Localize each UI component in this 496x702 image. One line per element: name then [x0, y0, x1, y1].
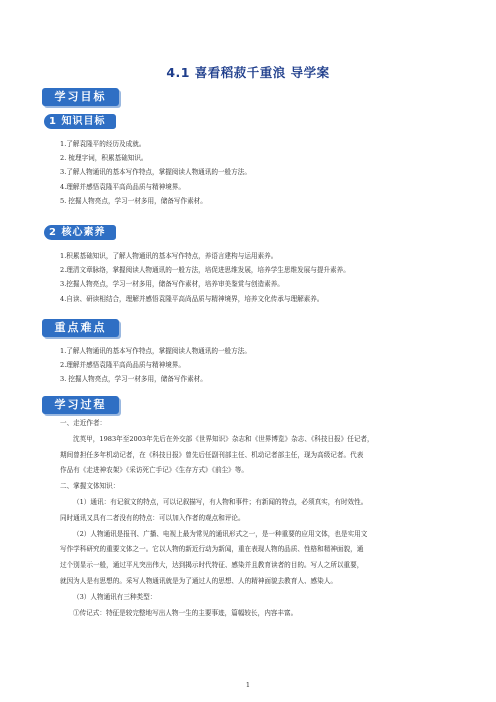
paragraph-line: 期间曾担任多年机动记者，在《科技日报》曾先后任副刊部主任、机动记者部主任，现为高级记者。代表 [60, 450, 364, 459]
core-literacy-tag [44, 225, 116, 240]
knowledge-goals-list [60, 137, 460, 208]
paragraph-line: 同时通讯又具有二者没有的特点：可以加入作者的观点和评论。 [60, 513, 245, 522]
learning-process-banner [42, 396, 119, 414]
paragraph-line: ①传记式：特征是较完整地写出人物一生的主要事迹，篇幅较长，内容丰富。 [73, 608, 298, 617]
core-literacy-list [60, 249, 460, 306]
knowledge-goals-label: 1 知识目标 [49, 116, 106, 127]
list-item: 3.挖掘人物亮点，学习一材多用，储备写作素材，培养审美鉴赏与创造素养。 [60, 280, 284, 289]
learning-process-label: 学习过程 [54, 398, 107, 411]
learning-process-body [60, 416, 458, 621]
knowledge-goals-tag [44, 114, 116, 129]
learning-goals-label: 学习目标 [54, 90, 107, 103]
list-item: 1.积累基础知识，了解人物通讯的基本写作特点，养语言建构与运用素养。 [60, 252, 278, 260]
list-item: 4.自读、研读相结合，理解并感悟袁隆平高尚品质与精神境界，培养文化传承与理解素养。 [60, 294, 324, 303]
list-item: 3.了解人物通讯的基本写作特点，掌握阅读人物通讯的一般方法。 [60, 168, 251, 177]
paragraph-line: （1）通讯：有记叙文的特点，可以记叙描写，有人物和事件；有新闻的特点，必须真实，有时效性。 [73, 497, 368, 506]
core-literacy-label: 2 核心素养 [49, 227, 106, 238]
list-item: 1.了解人物通讯的基本写作特点，掌握阅读人物通讯的一般方法。 [60, 347, 251, 355]
paragraph-line: 写作学科研究的重要文体之一。它以人物的新近行动为新闻，重在表现人物的品质、性格和精神面貌，通 [60, 545, 364, 554]
paragraph-line: 作品有《走进神农架》《采访死亡手记》《生存方式》《前尘》等。 [60, 466, 248, 475]
page-title: 4.1 喜看稻菽千重浪 导学案 [166, 65, 330, 80]
list-item: 2.理解并感悟袁隆平高尚品质与精神境界。 [60, 361, 185, 370]
page-number: 1 [245, 681, 251, 689]
paragraph-line: （2）人物通讯是报刊、广播、电视上最为常见的通讯形式之一，是一种重要的应用文体，也是实用文 [73, 529, 368, 538]
list-item: 2.理清文章脉络，掌握阅读人物通讯的一般方法，培促进思维发展，培养学生思维发展与提升素养。 [60, 266, 350, 275]
list-item: 5. 挖掘人物亮点，学习一材多用，储备写作素材。 [60, 196, 207, 205]
paragraph-line: 就因为人是有思想的。采写人物通讯就是为了通过人的思想、人的精神面貌去教育人、感染人。 [60, 576, 337, 585]
list-item: 1.了解袁隆平的经历及成就。 [60, 140, 146, 148]
learning-goals-banner [42, 88, 119, 106]
list-item: 3. 挖掘人物亮点，学习一材多用，储备写作素材。 [60, 375, 207, 384]
list-item: 4.理解并感悟袁隆平高尚品质与精神境界。 [60, 182, 185, 191]
paragraph-line: （3）人物通讯有三种类型： [73, 592, 157, 601]
list-item: 2. 梳理字词，积累基础知识。 [60, 154, 148, 163]
key-points-banner [42, 319, 119, 337]
paragraph-line: 沈英甲，1983年至2003年先后在外交部《世界知识》杂志和《世界博览》杂志、《科技日报》任记者， [73, 434, 374, 443]
paragraph-line: 过个别显示一般，通过平凡突出伟大，达到揭示时代特征、感染并且教育读者的目的。写人之所以重要， [60, 561, 364, 570]
paragraph-line: 一、走近作者： [60, 419, 107, 427]
key-points-list [60, 344, 460, 387]
paragraph-line: 二、掌握文体知识： [60, 482, 120, 491]
key-points-label: 重点难点 [54, 321, 107, 334]
